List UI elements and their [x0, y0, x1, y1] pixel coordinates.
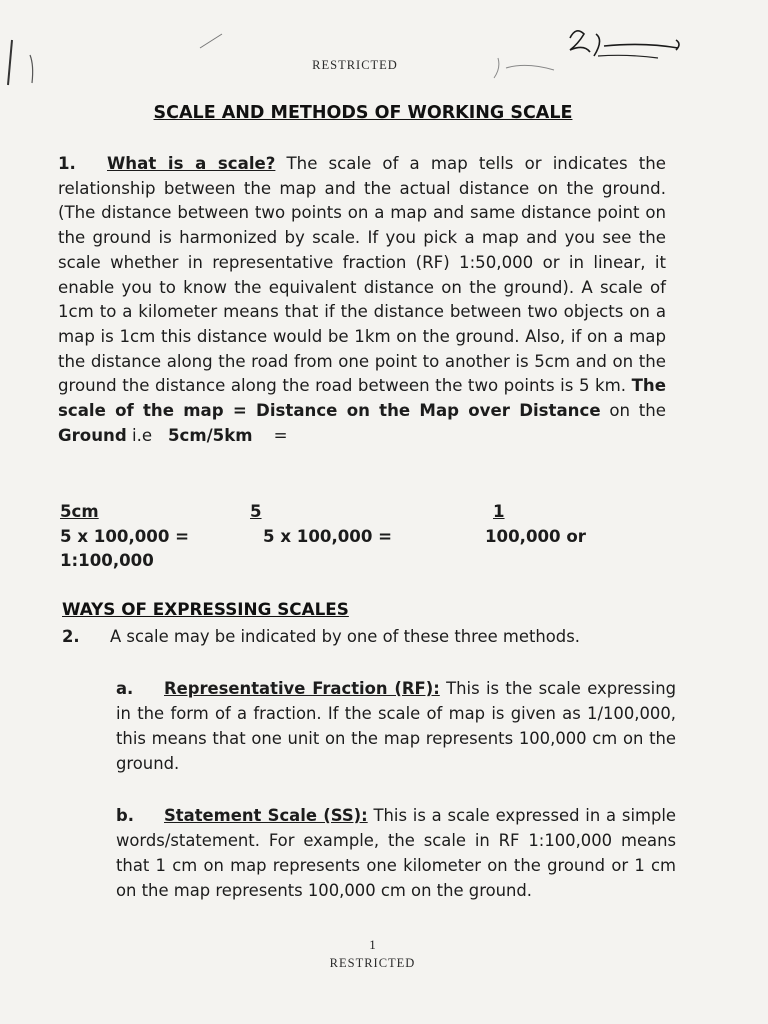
calc-result: 1:100,000: [60, 551, 154, 570]
scale-formula: The scale of the map = Distance on the Map over Distance: [58, 376, 666, 421]
scale-formula-ratio: 5cm/5km: [167, 425, 253, 445]
page-title: SCALE AND METHODS OF WORKING SCALE: [153, 103, 573, 123]
scale-formula-ie: i.e: [126, 425, 158, 445]
calc-numerator-1: 5cm: [60, 502, 99, 521]
section-1-question: What is a scale?: [107, 154, 276, 173]
section-1-number: 1.: [58, 154, 76, 173]
scale-formula-ground: Ground: [58, 425, 127, 445]
calc-denominator-1: 5 x 100,000 =: [60, 527, 190, 546]
scale-formula-equals: =: [273, 425, 288, 445]
calc-numerator-3: 1: [493, 502, 505, 521]
section-2-number: 2.: [62, 627, 80, 646]
method-item-label: a.: [116, 679, 134, 698]
method-item-label: b.: [116, 806, 134, 825]
section-1-paragraph: [58, 152, 666, 448]
method-item-rf: [116, 676, 676, 776]
header-restricted: RESTRICTED: [312, 58, 398, 72]
section-2-paragraph: [62, 624, 622, 649]
method-item-ss: [116, 803, 676, 903]
footer-restricted: RESTRICTED: [329, 956, 416, 970]
section-2-text: A scale may be indicated by one of these three methods.: [110, 627, 580, 646]
scale-formula-on: on the: [600, 401, 667, 421]
calc-denominator-3: 100,000 or: [485, 527, 586, 546]
section-2-heading: WAYS OF EXPRESSING SCALES: [62, 599, 349, 619]
section-1-body: The scale of a map tells or indicates the relationship between the map and the actual distance on the ground. (The distance between two points on a map and same distance point on the ground is harmonized by scale. If you pick a map and you see the scale whether in representative fraction (RF) 1:50,000 or in linear, it enable you to know the equivalent distance on the ground). A scale of 1cm to a kilometer means that if the distance between two objects on a map is 1cm this distance would be 1km on the ground. Also, if on a map the distance along the road from one point to another is 5cm and on the ground the distance along the road between the two points is 5 km.: [58, 154, 666, 396]
method-item-text: This is the scale expressing in the form of a fraction. If the scale of map is given as 1/100,000, this means that one unit on the map represents 100,000 cm on the ground.: [116, 679, 676, 773]
method-item-term: Statement Scale (SS):: [164, 806, 368, 825]
calc-numerator-2: 5: [250, 502, 262, 521]
method-item-text: This is a scale expressed in a simple words/statement. For example, the scale in RF 1:100,000 means that 1 cm on map represents one kilometer on the ground or 1 cm on the map represents 100,000 cm on the ground.: [116, 806, 676, 900]
page-number: 1: [369, 937, 376, 952]
method-item-term: Representative Fraction (RF):: [164, 679, 440, 698]
calc-denominator-2: 5 x 100,000 =: [263, 527, 393, 546]
